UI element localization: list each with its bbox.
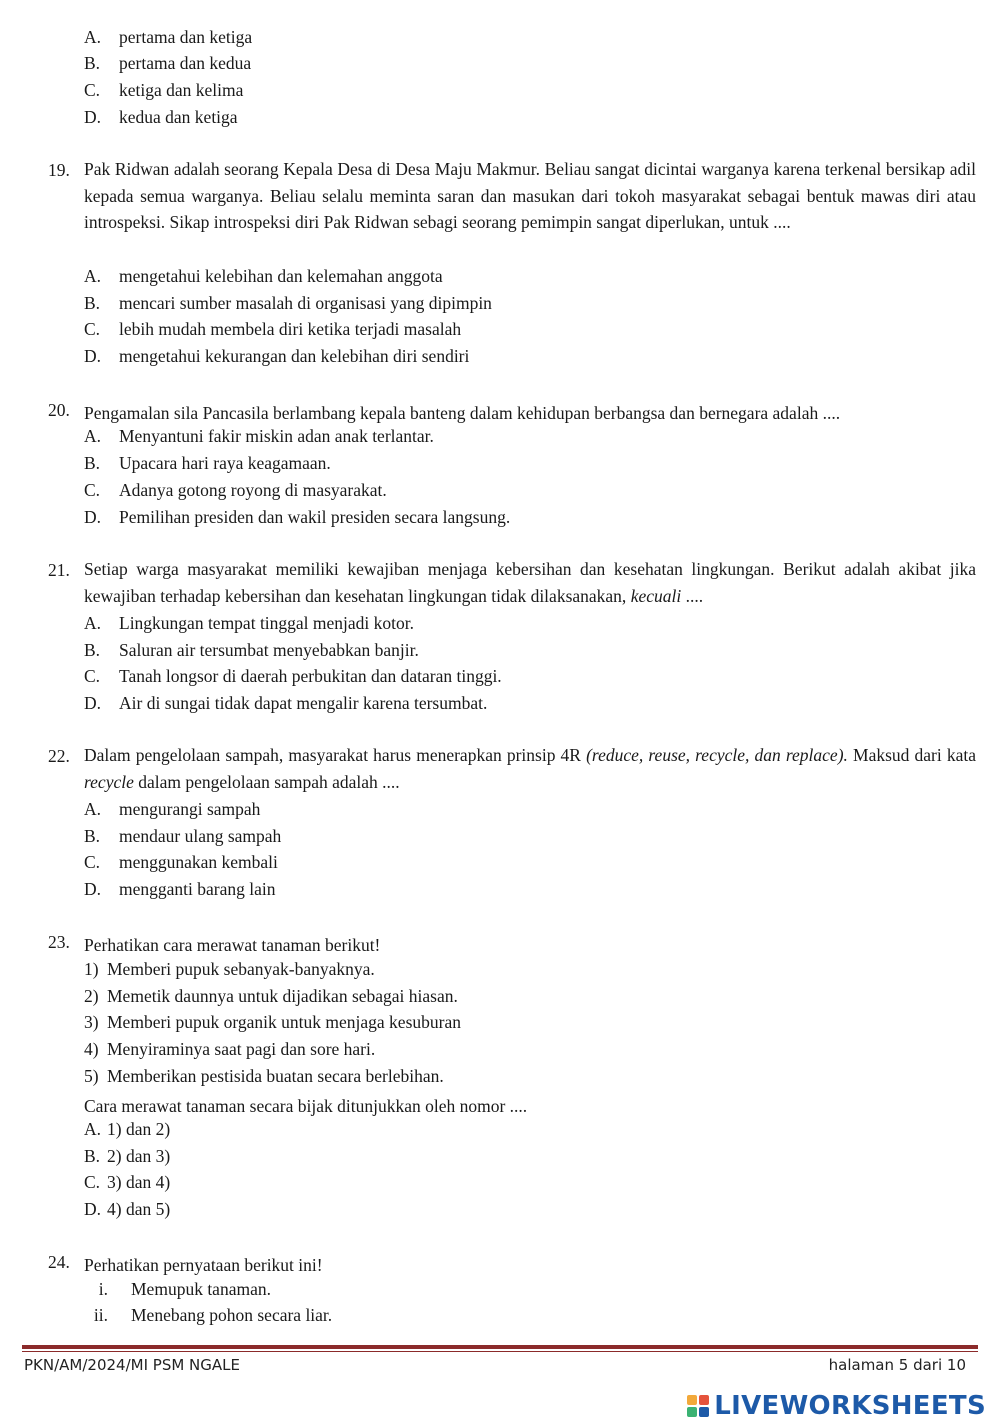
option-text: mengurangi sampah: [119, 799, 261, 819]
option-label: C.: [84, 80, 101, 100]
question-text-end: ....: [681, 585, 704, 606]
liveworksheets-icon: [687, 1395, 709, 1417]
question-text: Pengamalan sila Pancasila berlambang kepala banteng dalam kehidupan berbangsa dan bernegara adalah ....: [84, 403, 841, 423]
question-text-part-c: dalam pengelolaan sampah adalah ....: [133, 771, 400, 792]
question-text-term: recycle: [84, 771, 134, 792]
option-text: pertama dan ketiga: [119, 27, 253, 47]
question-text-emphasis: (reduce, reuse, recycle, dan replace).: [586, 745, 848, 765]
question-text: Pak Ridwan adalah seorang Kepala Desa di Desa Maju Makmur. Beliau sangat dicintai warganya karena terkenal bersikap adil kepada semua warganya. Beliau selalu meminta saran dan masukan dari tokoh masyarakat sebagai bentuk mawas diri atau introspeksi. Sikap introspeksi diri Pak Ridwan sebagi seorang pemimpin sangat diperlukan, untuk ....: [84, 159, 976, 233]
question-text-part-a: Dalam pengelolaan sampah, masyarakat harus menerapkan prinsip 4R: [84, 745, 587, 765]
option-label: C.: [84, 1172, 101, 1192]
option-label: B.: [84, 640, 101, 660]
question-text: Perhatikan cara merawat tanaman berikut!: [84, 935, 381, 955]
list-item-label: 3): [84, 1012, 99, 1032]
option-label: A.: [84, 613, 102, 633]
list-item-text: Memberikan pestisida buatan secara berlebihan.: [107, 1066, 444, 1086]
question-text-emphasis: kecuali: [630, 585, 682, 606]
list-item-label: 1): [84, 959, 99, 979]
question-number: 21.: [48, 560, 70, 580]
question-number: 24.: [48, 1252, 70, 1272]
list-item-label: 4): [84, 1039, 99, 1059]
question-text: [84, 556, 976, 609]
list-item-text: Memetik daunnya untuk dijadikan sebagai hiasan.: [107, 986, 458, 1006]
list-item-text: Menyiraminya saat pagi dan sore hari.: [107, 1039, 376, 1059]
list-item-text: Memberi pupuk organik untuk menjaga kesuburan: [107, 1012, 461, 1032]
option-text: mendaur ulang sampah: [119, 826, 282, 846]
list-item-text: Memberi pupuk sebanyak-banyaknya.: [107, 959, 375, 979]
option-text: pertama dan kedua: [119, 53, 252, 73]
list-item-text: Memupuk tanaman.: [131, 1279, 271, 1299]
option-text: 1) dan 2): [107, 1119, 171, 1139]
list-item-label: 5): [84, 1066, 99, 1086]
list-item-label: 2): [84, 986, 99, 1006]
logo-square-4: [699, 1407, 709, 1417]
question-number: 22.: [48, 746, 70, 766]
option-label: A.: [84, 1119, 102, 1139]
option-text: mengetahui kekurangan dan kelebihan diri sendiri: [119, 346, 470, 366]
option-label: A.: [84, 27, 102, 47]
option-text: lebih mudah membela diri ketika terjadi masalah: [119, 319, 462, 339]
option-text: Menyantuni fakir miskin adan anak terlantar.: [119, 426, 434, 446]
option-label: C.: [84, 480, 101, 500]
option-text: mengganti barang lain: [119, 879, 276, 899]
question-text-main: Setiap warga masyarakat memiliki kewajiban menjaga kebersihan dan kesehatan lingkungan. Berikut adalah akibat jika kewajiban terhadap kebersihan dan kesehatan lingkungan tidak dilaksanakan,: [84, 559, 976, 606]
option-label: B.: [84, 453, 101, 473]
option-label: D.: [84, 693, 102, 713]
logo-square-3: [687, 1407, 697, 1417]
option-text: mencari sumber masalah di organisasi yang dipimpin: [119, 293, 492, 313]
option-text: kedua dan ketiga: [119, 107, 238, 127]
footer-document-code: PKN/AM/2024/MI PSM NGALE: [24, 1356, 240, 1374]
option-label: C.: [84, 852, 101, 872]
footer-divider-thick: [22, 1345, 978, 1349]
option-label: D.: [84, 346, 102, 366]
option-text: mengetahui kelebihan dan kelemahan anggota: [119, 266, 443, 286]
option-text: ketiga dan kelima: [119, 80, 244, 100]
option-label: A.: [84, 426, 102, 446]
question-text-part-b: Maksud dari kata: [847, 745, 977, 765]
option-text: Lingkungan tempat tinggal menjadi kotor.: [119, 613, 415, 633]
option-text: Pemilihan presiden dan wakil presiden secara langsung.: [119, 507, 511, 527]
option-label: B.: [84, 53, 101, 73]
liveworksheets-logo[interactable]: [687, 1390, 986, 1422]
logo-square-2: [699, 1395, 709, 1405]
option-text: 2) dan 3): [107, 1146, 171, 1166]
question-number: 23.: [48, 932, 70, 952]
option-text: Upacara hari raya keagamaan.: [119, 453, 331, 473]
question-prompt: Cara merawat tanaman secara bijak ditunjukkan oleh nomor ....: [84, 1096, 528, 1116]
option-label: C.: [84, 319, 101, 339]
footer-divider-thin: [22, 1351, 978, 1352]
option-text: 4) dan 5): [107, 1199, 171, 1219]
option-label: D.: [84, 879, 102, 899]
question-number: 20.: [48, 400, 70, 420]
question-text: Perhatikan pernyataan berikut ini!: [84, 1255, 323, 1275]
liveworksheets-wordmark: LIVEWORKSHEETS: [714, 1391, 986, 1421]
option-text: Tanah longsor di daerah perbukitan dan dataran tinggi.: [119, 666, 502, 686]
option-label: B.: [84, 1146, 101, 1166]
option-text: menggunakan kembali: [119, 852, 278, 872]
option-text: 3) dan 4): [107, 1172, 171, 1192]
option-label: A.: [84, 799, 102, 819]
option-text: Saluran air tersumbat menyebabkan banjir.: [119, 640, 419, 660]
option-label: D.: [84, 1199, 102, 1219]
question-number: 19.: [48, 160, 70, 180]
logo-square-1: [687, 1395, 697, 1405]
option-label: D.: [84, 507, 102, 527]
question-text: [84, 742, 976, 795]
option-text: Air di sungai tidak dapat mengalir karena tersumbat.: [119, 693, 488, 713]
footer-page-number: halaman 5 dari 10: [828, 1356, 966, 1374]
list-item-text: Menebang pohon secara liar.: [131, 1305, 333, 1325]
option-label: A.: [84, 266, 102, 286]
option-label: B.: [84, 826, 101, 846]
list-item-label: ii.: [93, 1305, 108, 1325]
list-item-label: i.: [98, 1279, 108, 1299]
option-label: C.: [84, 666, 101, 686]
option-label: B.: [84, 293, 101, 313]
option-label: D.: [84, 107, 102, 127]
option-text: Adanya gotong royong di masyarakat.: [119, 480, 387, 500]
